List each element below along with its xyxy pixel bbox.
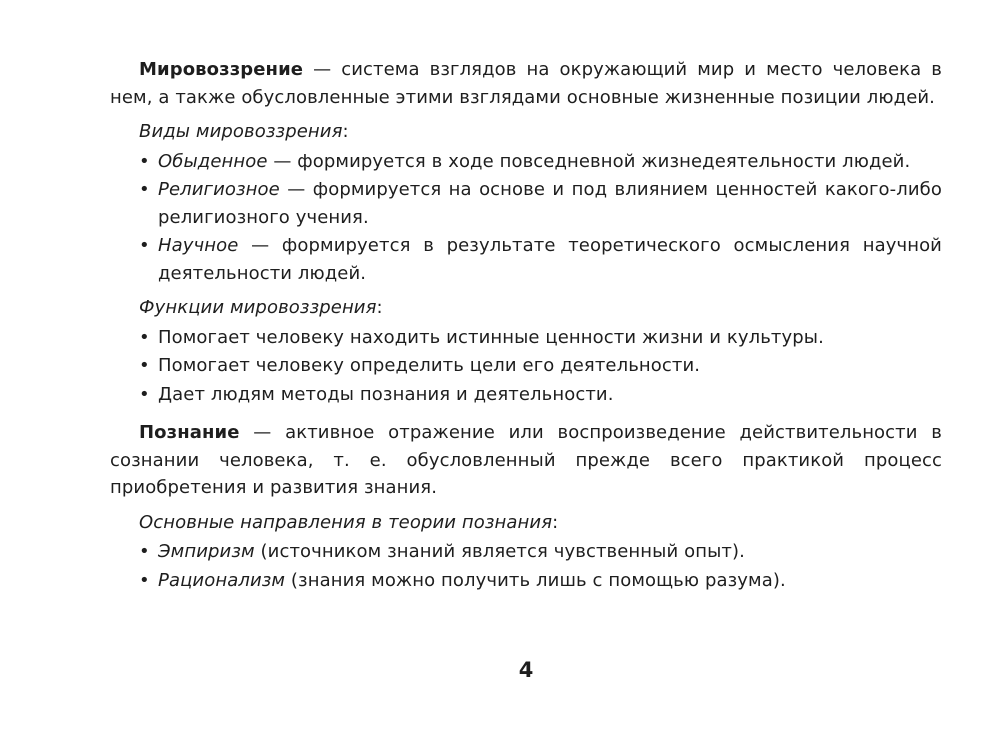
worldview-type-name: Обыденное (158, 150, 268, 172)
worldview-types-list (110, 148, 942, 288)
list-item (110, 148, 942, 176)
worldview-types-colon: : (342, 121, 349, 142)
cognition-directions-label: Основные направления в теории познания (139, 511, 553, 533)
worldview-definition-text: — система взглядов на окружающий мир и место человека в нем, а также обусловленные этими взглядами основные жизненные позиции людей. (110, 59, 942, 108)
cognition-term: Познание (139, 422, 240, 443)
bullet-icon: • (139, 541, 150, 562)
bullet-icon: • (139, 235, 150, 256)
worldview-types-label: Виды мировоззрения (139, 121, 343, 142)
worldview-type-text: — формируется в ходе повседневной жизнедеятельности людей. (267, 150, 911, 172)
worldview-type-name: Научное (158, 235, 239, 256)
list-item (110, 176, 942, 231)
worldview-type-name: Религиозное (158, 179, 280, 200)
worldview-function-text: Помогает человеку определить цели его деятельности. (158, 355, 701, 376)
cognition-direction-text: (источником знаний является чувственный опыт). (254, 541, 745, 562)
bullet-icon: • (139, 326, 150, 348)
worldview-definition (110, 56, 942, 111)
bullet-icon: • (139, 383, 150, 405)
bullet-icon: • (139, 569, 150, 591)
worldview-functions-heading (110, 294, 942, 322)
cognition-directions-colon: : (552, 511, 559, 533)
bullet-icon: • (139, 355, 150, 376)
page-number: 4 (518, 658, 534, 682)
page-content (110, 56, 942, 594)
bullet-icon: • (139, 150, 150, 172)
cognition-directions-heading (110, 509, 942, 537)
cognition-directions-list (110, 538, 942, 594)
list-item (110, 538, 942, 566)
cognition-direction-text: (знания можно получить лишь с помощью разума). (285, 569, 786, 591)
cognition-definition-text: — активное отражение или воспроизведение действительности в сознании человека, т. е. обусловленный прежде всего практикой процесс приобретения и развития знания. (110, 422, 942, 498)
worldview-functions-colon: : (376, 297, 383, 318)
worldview-functions-label: Функции мировоззрения (139, 297, 377, 318)
worldview-type-text: — формируется на основе и под влиянием ценностей какого-либо религиозного учения. (158, 179, 942, 228)
worldview-type-text: — формируется в результате теоретического осмысления научной деятельности людей. (158, 235, 942, 284)
worldview-types-heading (110, 118, 942, 146)
list-item (110, 324, 942, 352)
list-item (110, 232, 942, 287)
cognition-direction-name: Рационализм (158, 569, 286, 591)
list-item (110, 381, 942, 409)
cognition-direction-name: Эмпиризм (158, 541, 255, 562)
worldview-term: Мировоззрение (139, 59, 304, 80)
worldview-function-text: Дает людям методы познания и деятельности. (158, 383, 614, 405)
list-item (110, 352, 942, 380)
bullet-icon: • (139, 179, 150, 200)
section-gap (110, 408, 942, 419)
list-item (110, 567, 942, 595)
cognition-definition (110, 419, 942, 502)
worldview-function-text: Помогает человеку находить истинные ценности жизни и культуры. (158, 326, 824, 348)
worldview-functions-list (110, 324, 942, 409)
